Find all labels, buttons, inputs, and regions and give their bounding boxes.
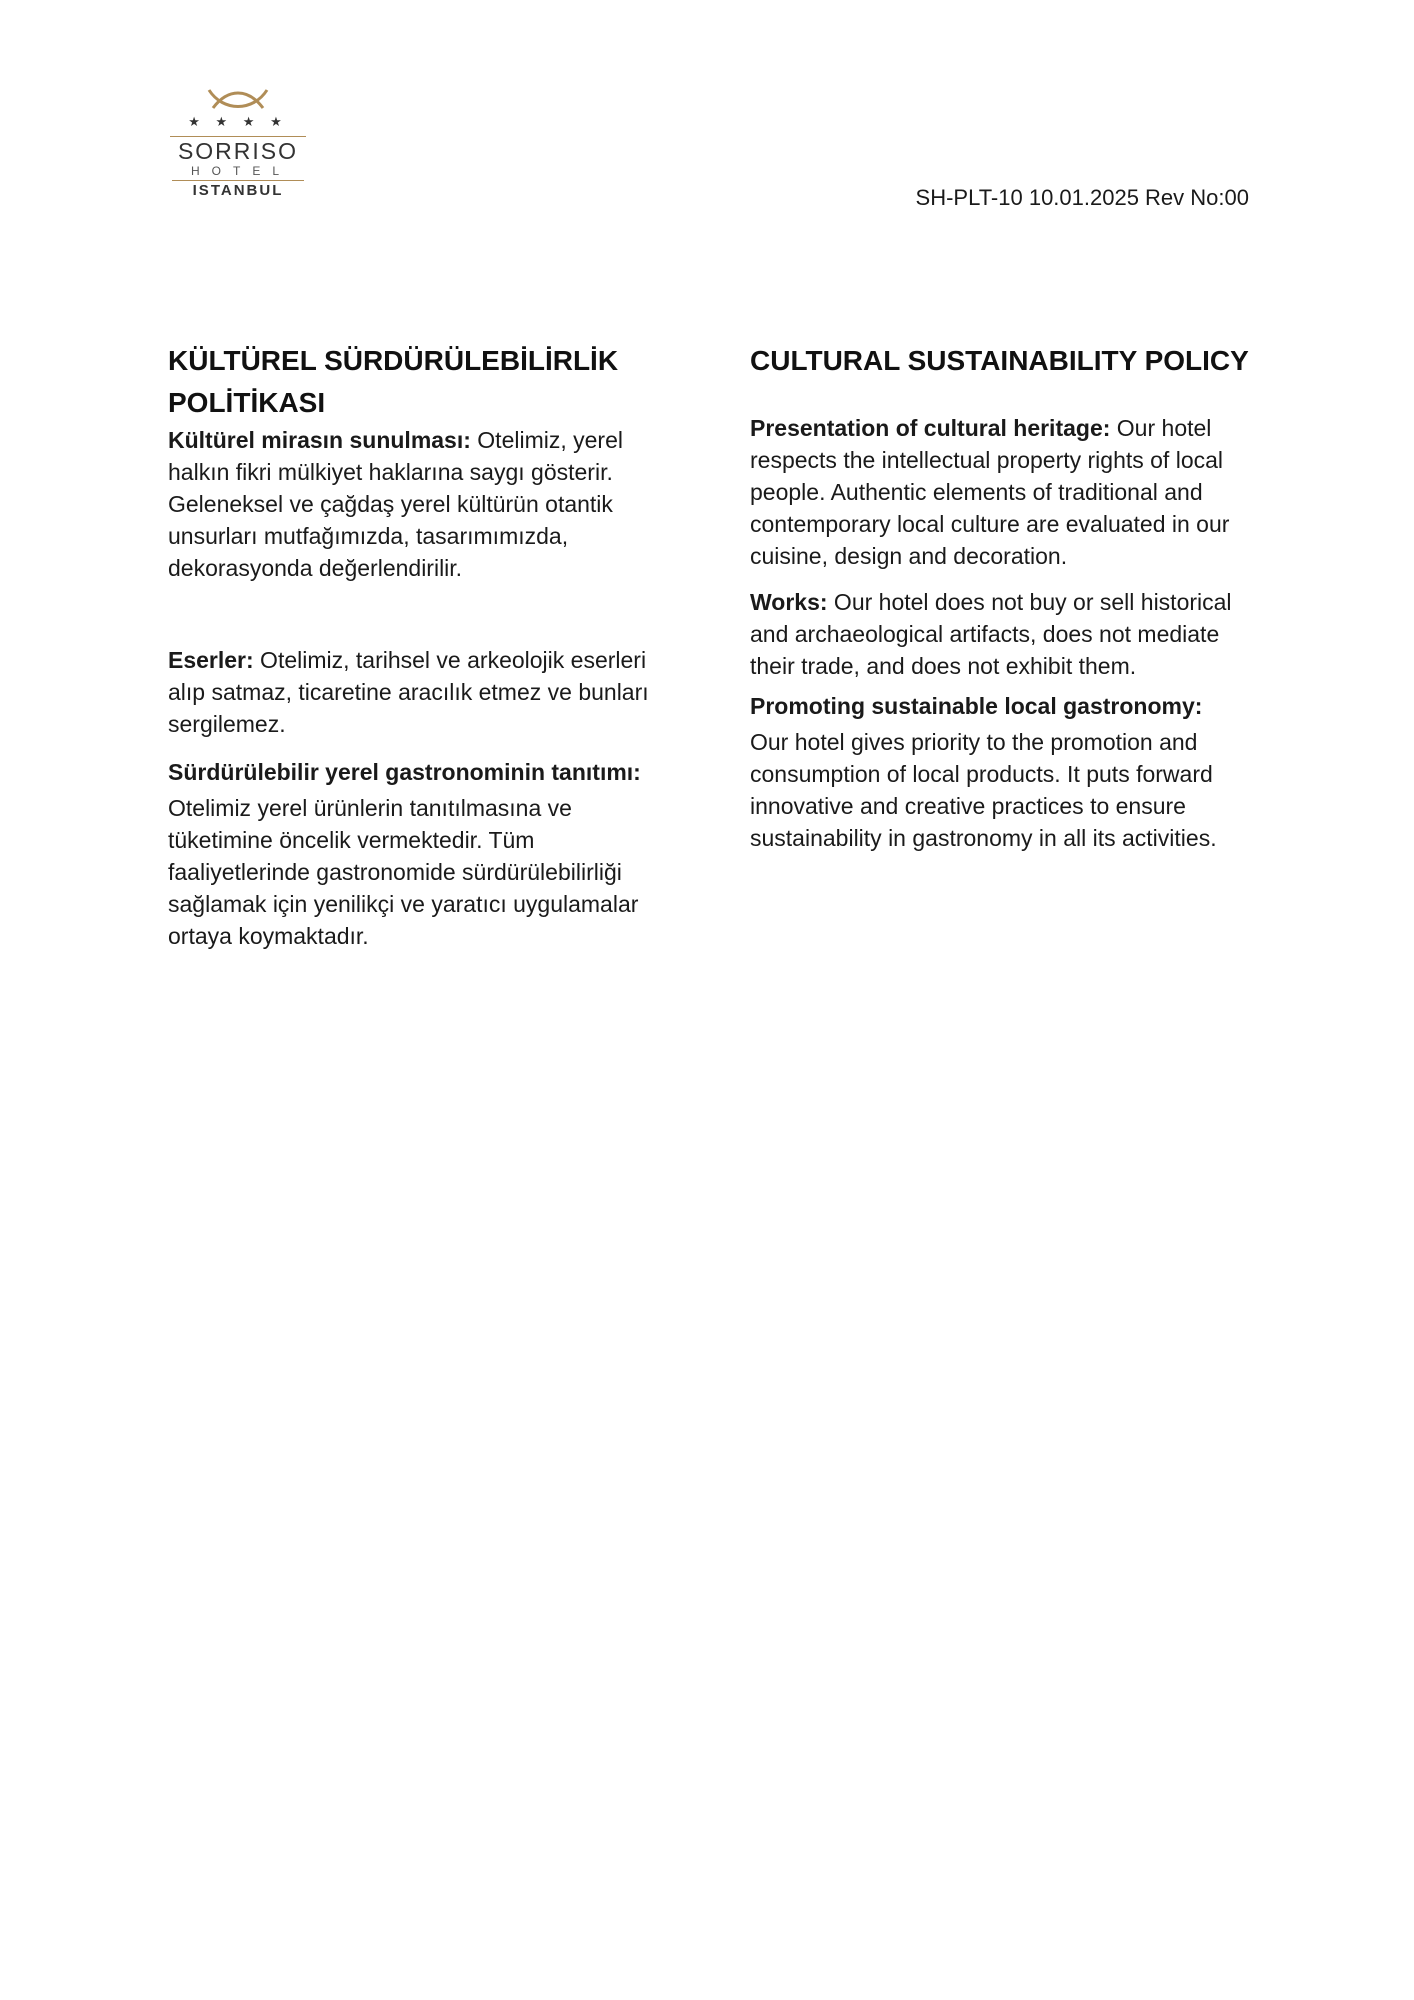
- turkish-gastronomy-heading: Sürdürülebilir yerel gastronominin tanıtımı:: [168, 759, 641, 785]
- document-reference: SH-PLT-10 10.01.2025 Rev No:00: [915, 185, 1249, 210]
- english-section-heritage: [750, 412, 1255, 572]
- logo-divider: [170, 136, 306, 137]
- logo-brand: SORRISO: [177, 138, 299, 164]
- logo-emblem-icon: [203, 86, 273, 114]
- hotel-logo: [168, 86, 308, 206]
- logo-stars: ★ ★ ★ ★: [188, 114, 288, 129]
- turkish-gastronomy-text: Otelimiz yerel ürünlerin tanıtılmasına ve tüketimine öncelik vermektedir. Tüm faaliyetlerinde gastronomide sürdürülebilirliği sağlamak için yenilikçi ve yaratıcı uygulamalar ortaya koymaktadır.: [168, 795, 639, 949]
- turkish-section-heritage: [168, 424, 668, 584]
- english-heritage-text: Our hotel respects the intellectual property rights of local people. Authentic elements of traditional and contemporary local culture are evaluated in our cuisine, design and decoration.: [750, 415, 1230, 569]
- turkish-heritage-text: Otelimiz, yerel halkın fikri mülkiyet haklarına saygı gösterir. Geleneksel ve çağdaş yerel kültürün otantik unsurları mutfağımızda, tasarımımızda, dekorasyonda değerlendirilir.: [168, 427, 623, 581]
- turkish-heritage-heading: Kültürel mirasın sunulması:: [168, 427, 471, 453]
- english-section-works: [750, 586, 1255, 682]
- logo-city: ISTANBUL: [192, 182, 284, 199]
- logo-hotel: HOTEL: [190, 164, 291, 178]
- turkish-works-text: Otelimiz, tarihsel ve arkeolojik eserleri alıp satmaz, ticaretine aracılık etmez ve bunları sergilemez.: [168, 647, 649, 737]
- english-column: [750, 340, 1255, 854]
- english-heritage-heading: Presentation of cultural heritage:: [750, 415, 1111, 441]
- english-works-text: Our hotel does not buy or sell historical and archaeological artifacts, does not mediate their trade, and does not exhibit them.: [750, 589, 1232, 679]
- turkish-works-heading: Eserler:: [168, 647, 254, 673]
- english-gastronomy-heading: Promoting sustainable local gastronomy:: [750, 693, 1203, 719]
- english-works-heading: Works:: [750, 589, 828, 615]
- turkish-section-works: [168, 644, 668, 740]
- turkish-title: KÜLTÜREL SÜRDÜRÜLEBİLİRLİK POLİTİKASI: [168, 345, 619, 418]
- turkish-column: [168, 340, 668, 952]
- english-gastronomy-text: Our hotel gives priority to the promotion and consumption of local products. It puts forward innovative and creative practices to ensure sustainability in gastronomy in all its activities.: [750, 729, 1217, 851]
- logo-divider-lower: [172, 180, 304, 181]
- english-title: CULTURAL SUSTAINABILITY POLICY: [750, 345, 1249, 376]
